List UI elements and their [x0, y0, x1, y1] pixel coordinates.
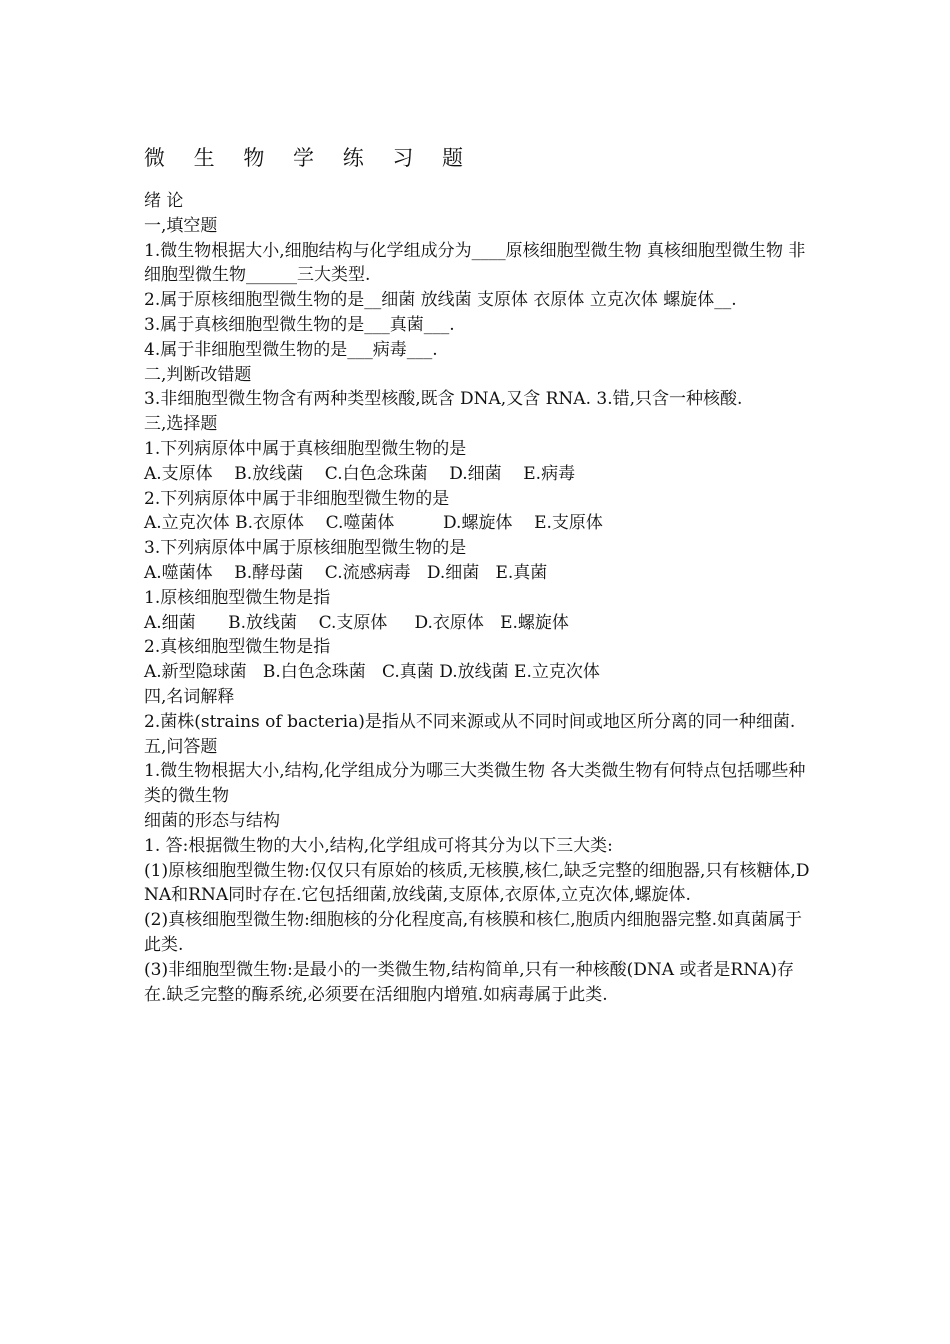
- section-heading-short-answer: 五,问答题: [144, 736, 218, 757]
- answer-paragraph: (1)原核细胞型微生物:仅仅只有原始的核质,无核膜,核仁,缺乏完整的细胞器,只有核糖体,DNA和RNA同时存在.它包括细菌,放线菌,支原体,衣原体,立克次体,螺旋体.: [144, 860, 810, 906]
- question-text: 3.非细胞型微生物含有两种类型核酸,既含 DNA,又含 RNA. 3.错,只含一种核酸.: [144, 389, 743, 410]
- question-text: 1.微生物根据大小,结构,化学组成分为哪三大类微生物 各大类微生物有何特点包括哪些种类的微生物: [144, 761, 806, 807]
- answer-options: A.细菌 B.放线菌 C.支原体 D.衣原体 E.螺旋体: [144, 612, 569, 633]
- section-heading-introduction: 绪 论: [144, 191, 184, 211]
- question-text: 2.属于原核细胞型微生物的是__细菌 放线菌 支原体 衣原体 立克次体 螺旋体__.: [144, 290, 737, 311]
- answer-options: A.立克次体 B.衣原体 C.噬菌体 D.螺旋体 E.支原体: [144, 513, 603, 534]
- document-page: [144, 143, 814, 1007]
- question-text: 4.属于非细胞型微生物的是___病毒___.: [144, 339, 438, 360]
- answer-options: A.支原体 B.放线菌 C.白色念珠菌 D.细菌 E.病毒: [144, 463, 576, 484]
- chapter-heading: 细菌的形态与结构: [144, 810, 280, 831]
- question-text: 1.微生物根据大小,细胞结构与化学组成分为____原核细胞型微生物 真核细胞型微生物 非细胞型微生物______三大类型.: [144, 240, 806, 286]
- section-heading-multiple-choice: 三,选择题: [144, 414, 218, 435]
- section-heading-true-false: 二,判断改错题: [144, 364, 252, 385]
- answer-options: A.噬菌体 B.酵母菌 C.流感病毒 D.细菌 E.真菌: [144, 562, 548, 583]
- question-text: 3.属于真核细胞型微生物的是___真菌___.: [144, 314, 455, 335]
- document-title: 微 生 物 学 练 习 题: [144, 146, 475, 170]
- answer-text: 1. 答:根据微生物的大小,结构,化学组成可将其分为以下三大类:: [144, 835, 613, 856]
- question-text: 1.原核细胞型微生物是指: [144, 587, 331, 608]
- question-text: 3.下列病原体中属于原核细胞型微生物的是: [144, 538, 467, 559]
- section-heading-fill-blank: 一,填空题: [144, 215, 218, 236]
- question-text: 2.真核细胞型微生物是指: [144, 637, 331, 658]
- section-heading-definitions: 四,名词解释: [144, 686, 235, 707]
- answer-options: A.新型隐球菌 B.白色念珠菌 C.真菌 D.放线菌 E.立克次体: [144, 662, 600, 683]
- answer-paragraph: (3)非细胞型微生物:是最小的一类微生物,结构简单,只有一种核酸(DNA 或者是RNA)存在.缺乏完整的酶系统,必须要在活细胞内增殖.如病毒属于此类.: [144, 959, 795, 1005]
- definition-text: 2.菌株(strains of bacteria)是指从不同来源或从不同时间或地区所分离的同一种细菌.: [144, 711, 796, 732]
- answer-paragraph: (2)真核细胞型微生物:细胞核的分化程度高,有核膜和核仁,胞质内细胞器完整.如真菌属于此类.: [144, 910, 803, 955]
- question-text: 2.下列病原体中属于非细胞型微生物的是: [144, 488, 450, 509]
- question-text: 1.下列病原体中属于真核细胞型微生物的是: [144, 438, 467, 459]
